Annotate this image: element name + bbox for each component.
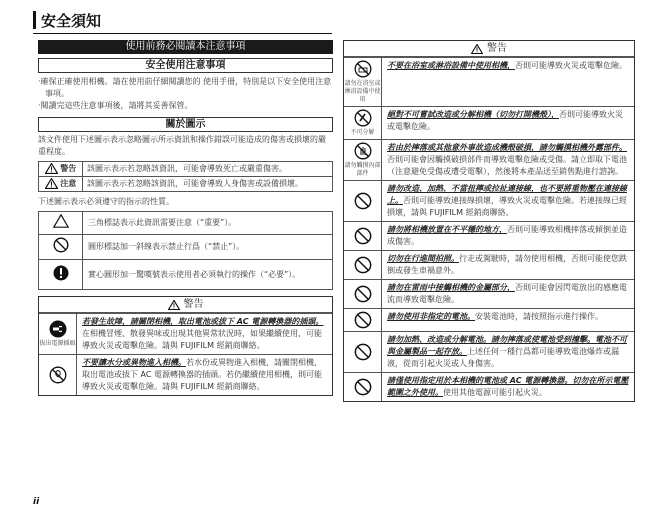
about-icons-intro: 該文件使用下述圖示表示忽略圖示所示資訊和操作錯誤可能造成的傷害或損壞的嚴重程度。 (38, 135, 326, 156)
warning-text: 在相機冒煙、散發異味或出現其他異常狀況時，如果繼續使用，可能導致火災或電擊危險。請與 FUJIFILM 經銷商聯絡。 (82, 329, 322, 350)
warning-emphasis: 不要讓水分或異物進入相機。 (82, 358, 186, 367)
prohibition-icon (354, 192, 372, 210)
prohibition-icon (354, 343, 372, 361)
mandatory-icon (53, 265, 69, 281)
bullet-item: ·閱讀完這些注意事項後，請將其妥善保管。 (38, 101, 193, 110)
warning-caption: 拔出電源插頭 (39, 340, 76, 347)
warning-text: 行走或駕駛時，請勿使用相機，否則可能使您跌倒或發生車禍意外。 (387, 254, 627, 275)
right-warning-box (343, 40, 635, 402)
symbols-table (38, 211, 333, 290)
left-column (38, 40, 333, 396)
warning-emphasis: 請勿使用非指定的電池。 (387, 312, 475, 321)
warning-emphasis: 請勿在雷雨中接觸相機的金屬部分， (387, 283, 515, 292)
warning-item (39, 354, 332, 395)
legend-row-warning (39, 162, 333, 177)
symbol-row (39, 260, 333, 290)
right-column (343, 40, 635, 402)
warning-text: 上述任何一種行爲都可能導致電池爆炸或漏液，從而引起火災或人身傷害。 (387, 347, 619, 368)
symbol-text-important: 三角標誌表示此資訊需要注意（“重要”）。 (83, 212, 333, 235)
title-rule (33, 33, 332, 34)
symbols-intro: 下述圖示表示必須遵守的指示的性質。 (38, 197, 174, 206)
caution-triangle-icon (45, 178, 58, 189)
warning-caption: 請勿觸摸內部部件 (344, 162, 381, 177)
triangle-icon (53, 214, 69, 228)
legend-text-caution: 該圖示表示若忽略該資訊，可能會導致人身傷害或設備損壞。 (83, 177, 333, 192)
section-safe-use-title: 安全使用注意事項 (38, 58, 333, 73)
warning-emphasis: 切勿在行進間拍照。 (387, 254, 459, 263)
prohibition-icon (354, 311, 372, 329)
warning-emphasis: 絕對不可嘗試改造或分解相機（切勿打開機殼）， (387, 110, 559, 119)
no-disassemble-icon (354, 109, 372, 127)
warning-emphasis: 請勿將相機放置在不平穩的地方， (387, 225, 507, 234)
legend-label-warning: 警告 (60, 164, 77, 173)
page-number: ii (33, 497, 40, 507)
prohibition-icon (53, 237, 69, 253)
symbol-row (39, 235, 333, 260)
legend-text-warning: 該圖示表示若忽略該資訊，可能會導致死亡或嚴重傷害。 (83, 162, 333, 177)
warning-triangle-icon (471, 44, 483, 54)
warning-text: 否則可能會因閃電放出的感應電流而導致電擊危險。 (387, 283, 627, 304)
warning-text: 若水份或異物進入相機，請關閉相機，取出電池或拔下 AC 電源轉換器的插頭。若仍繼續使用相機，則可能導致火災或電擊危險。請與 FUJIFILM 經銷商聯絡。 (82, 358, 323, 391)
warning-emphasis: 請僅使用指定用於本相機的電池或 AC 電源轉換器。切勿在所示電壓範圍之外使用。 (387, 376, 629, 397)
prohibition-icon (354, 285, 372, 303)
no-bath-icon (354, 60, 372, 78)
bullet-item: ·確保正確使用相機。請在使用前仔細閱讀您的 使用手冊，特別是以下安全使用注意事項。 (38, 77, 332, 98)
warning-text: 否則可能導致火災或電擊危險。 (387, 110, 623, 131)
warning-item (344, 180, 634, 221)
page-title: 安全須知 (33, 9, 101, 31)
warning-emphasis: 若由於摔落或其他意外事故造成機殼破損，請勿觸摸相機外露部件。 (387, 143, 627, 152)
read-before-use-banner: 使用前務必閱讀本注意事項 (38, 40, 333, 54)
warning-emphasis: 若發生故障，請關閉相機，取出電池或拔下 AC 電源轉換器的插頭。 (82, 317, 324, 326)
warning-emphasis: 不要在浴室或淋浴設備中使用相機， (387, 61, 515, 70)
warning-emphasis: 請勿加熱、改造或分解電池。請勿摔落或使電池受到撞擊。電池不可與金屬製品一起存放。 (387, 335, 627, 356)
warning-text: 否則可能導致相機摔落或傾倒並造成傷害。 (387, 225, 627, 246)
warning-header: 警告 (344, 41, 634, 57)
warning-header: 警告 (39, 297, 332, 313)
warning-caption: 不可分解 (350, 129, 375, 136)
prohibition-icon (354, 256, 372, 274)
warning-text: 安裝電池時，請按照指示進行操作。 (475, 312, 603, 321)
warning-item (344, 57, 634, 106)
no-water-icon (49, 366, 67, 384)
legend-row-caution (39, 177, 333, 192)
no-touch-icon (354, 142, 372, 160)
unplug-icon (49, 320, 67, 338)
section-about-icons-title: 關於圖示 (38, 117, 333, 132)
warning-item (344, 250, 634, 279)
warning-text: 否則可能導致火災或電擊危險。 (515, 61, 627, 70)
prohibition-icon (354, 378, 372, 396)
warning-item (344, 279, 634, 308)
symbol-row (39, 212, 333, 235)
prohibition-icon (354, 227, 372, 245)
warning-item (344, 221, 634, 250)
warning-item (344, 139, 634, 180)
severity-legend-table (38, 161, 333, 192)
warning-item (344, 372, 634, 401)
legend-label-caution: 注意 (60, 179, 77, 188)
title-bar (33, 11, 36, 29)
left-warning-box (38, 296, 333, 396)
warning-item (344, 331, 634, 372)
warning-item (344, 308, 634, 331)
warning-item (344, 106, 634, 139)
warning-caption: 請勿在浴室或淋浴設備中使用 (344, 80, 381, 103)
warning-item (39, 313, 332, 354)
warning-text: 使用其他電源可能引起火災。 (443, 388, 547, 397)
symbol-text-required: 實心圓形加一驚嘆號表示使用者必須執行的操作（“必要”）。 (83, 260, 333, 290)
warning-triangle-icon (45, 163, 58, 174)
warning-text: 否則可能導致連接線損壞，導致火災或電擊危險。若連接線已經損壞，請與 FUJIFILM 經銷商聯絡。 (387, 196, 627, 217)
symbol-text-prohibited: 圓形標誌加一斜線表示禁止行爲（“禁止”）。 (83, 235, 333, 260)
warning-text: 否則可能會因觸摸破損部件而導致電擊危險或受傷。請立即取下電池（注意避免受傷或遭受電擊），然後將本產品送至銷售點進行諮詢。 (387, 155, 627, 176)
warning-triangle-icon (168, 300, 180, 310)
warning-emphasis: 請勿改造、加熱、不當扭擰或拉扯連接線，也不要將重物壓在連接線上。 (387, 184, 627, 205)
